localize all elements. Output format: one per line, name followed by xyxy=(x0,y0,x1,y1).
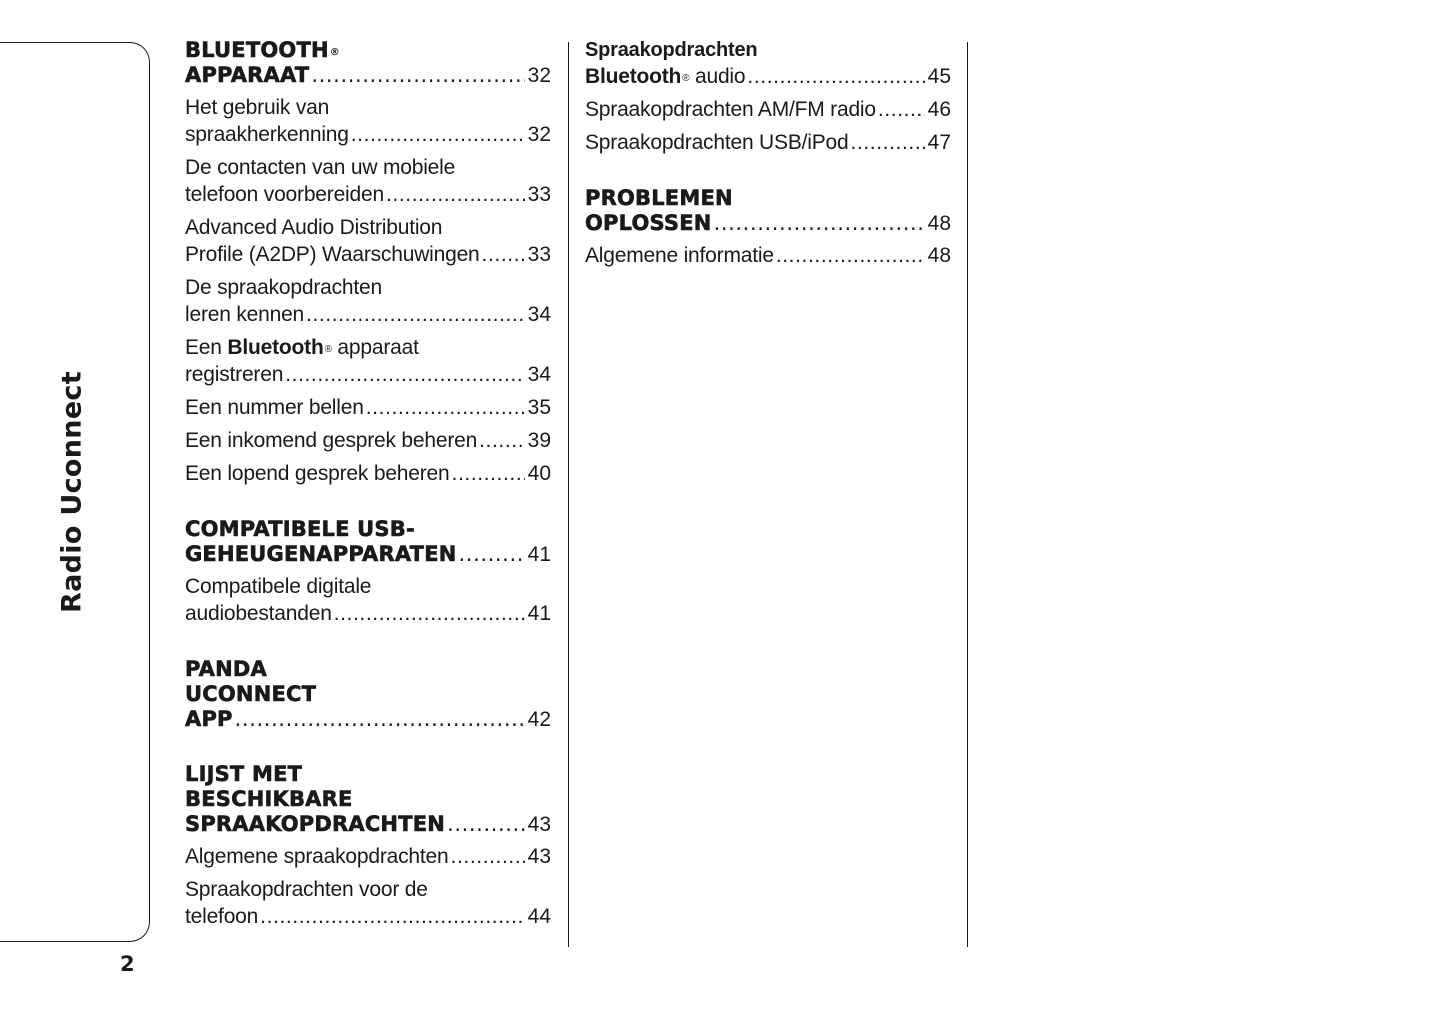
section-title-line: LIJST MET xyxy=(185,762,303,786)
page-ref: 34 xyxy=(527,363,551,386)
page-ref: 43 xyxy=(527,813,551,836)
page-ref: 33 xyxy=(527,183,551,206)
entry-text: Een lopend gesprek beheren xyxy=(185,462,450,485)
toc-entry[interactable] xyxy=(185,274,551,328)
dot-leader xyxy=(447,812,525,837)
section-title-line: APPARAAT xyxy=(185,63,310,87)
toc-entry[interactable] xyxy=(585,38,951,90)
dot-leader xyxy=(878,96,925,123)
entry-text: Een inkomend gesprek beheren xyxy=(185,429,478,452)
page-ref: 48 xyxy=(927,244,951,267)
page-ref: 35 xyxy=(527,396,551,419)
page-ref: 41 xyxy=(527,602,551,625)
dot-leader xyxy=(351,121,525,148)
page-ref: 41 xyxy=(527,543,551,566)
toc-section-usb[interactable] xyxy=(185,517,551,567)
entry-text: telefoon voorbereiden xyxy=(185,183,384,206)
dot-leader xyxy=(306,301,525,328)
dot-leader xyxy=(714,211,925,236)
toc-entry[interactable] xyxy=(585,242,951,269)
toc-entry[interactable] xyxy=(185,573,551,627)
toc-entry[interactable] xyxy=(185,460,551,487)
registered-mark: ® xyxy=(682,73,690,84)
toc-entry[interactable] xyxy=(585,129,951,156)
section-title-line: PANDA xyxy=(185,657,267,681)
entry-text: De contacten van uw mobiele xyxy=(185,156,456,179)
entry-text: registreren xyxy=(185,363,284,386)
entry-text: leren kennen xyxy=(185,303,305,326)
entry-text: Een nummer bellen xyxy=(185,396,364,419)
page-ref: 33 xyxy=(527,243,551,266)
entry-text: Het gebruik van xyxy=(185,96,330,119)
section-title-line: BLUETOOTH xyxy=(185,38,329,62)
registered-mark: ® xyxy=(324,344,332,355)
toc-entry[interactable] xyxy=(185,843,551,870)
entry-text: telefoon xyxy=(185,905,259,928)
entry-text: Advanced Audio Distribution xyxy=(185,216,443,239)
entry-text-bold: Spraakopdrachten xyxy=(585,39,758,61)
page-ref: 47 xyxy=(927,131,951,154)
entry-text: Profile (A2DP) Waarschuwingen xyxy=(185,243,480,266)
dot-leader xyxy=(482,241,525,268)
page-ref: 40 xyxy=(527,462,551,485)
page-ref: 45 xyxy=(927,65,951,88)
entry-text-bold: Bluetooth xyxy=(585,65,682,88)
column-divider xyxy=(967,42,968,947)
entry-text: audio xyxy=(689,65,746,88)
page-ref: 32 xyxy=(527,64,551,87)
section-title-line: APP xyxy=(185,707,233,731)
toc-column-right xyxy=(585,38,951,269)
entry-text-bold: Bluetooth xyxy=(227,336,324,359)
entry-text: Spraakopdrachten AM/FM radio xyxy=(585,98,876,121)
toc-entry[interactable] xyxy=(185,394,551,421)
section-title-line: SPRAAKOPDRACHTEN xyxy=(185,812,446,836)
entry-text: Algemene informatie xyxy=(585,244,774,267)
page-number: 2 xyxy=(120,952,135,976)
toc-entry[interactable] xyxy=(185,94,551,148)
dot-leader xyxy=(386,181,525,208)
section-title-line: BESCHIKBARE xyxy=(185,787,353,811)
entry-text: apparaat xyxy=(331,336,419,359)
dot-leader xyxy=(235,707,525,732)
dot-leader xyxy=(311,63,524,88)
toc-entry[interactable] xyxy=(185,427,551,454)
entry-text: Spraakopdrachten voor de xyxy=(185,878,428,901)
entry-text: audiobestanden xyxy=(185,602,332,625)
dot-leader xyxy=(479,427,525,454)
dot-leader xyxy=(776,242,925,269)
entry-text: De spraakopdrachten xyxy=(185,276,382,299)
entry-text: Een xyxy=(185,336,228,359)
dot-leader xyxy=(451,843,525,870)
dot-leader xyxy=(260,903,525,930)
section-title-line: OPLOSSEN xyxy=(585,211,712,235)
dot-leader xyxy=(366,394,525,421)
dot-leader xyxy=(459,542,525,567)
registered-mark: ® xyxy=(329,47,340,58)
entry-text: spraakherkenning xyxy=(185,123,349,146)
dot-leader xyxy=(747,63,924,90)
toc-entry[interactable] xyxy=(585,96,951,123)
entry-text: Algemene spraakopdrachten xyxy=(185,845,449,868)
toc-section-troubleshooting[interactable] xyxy=(585,186,951,236)
page-ref: 44 xyxy=(527,905,551,928)
section-title-line: PROBLEMEN xyxy=(585,186,733,210)
entry-text: Compatibele digitale xyxy=(185,575,372,598)
toc-section-panda-app[interactable] xyxy=(185,657,551,732)
dot-leader xyxy=(285,361,524,388)
page-ref: 46 xyxy=(927,98,951,121)
toc-entry[interactable] xyxy=(185,334,551,388)
page-ref: 34 xyxy=(527,303,551,326)
page-ref: 32 xyxy=(527,123,551,146)
section-title-line: GEHEUGENAPPARATEN xyxy=(185,542,457,566)
entry-text: Spraakopdrachten USB/iPod xyxy=(585,131,849,154)
toc-section-bluetooth[interactable] xyxy=(185,38,551,88)
column-divider xyxy=(568,42,569,947)
page-ref: 42 xyxy=(527,708,551,731)
section-title-line: COMPATIBELE USB- xyxy=(185,517,415,541)
page-ref: 43 xyxy=(527,845,551,868)
page-ref: 48 xyxy=(927,212,951,235)
toc-entry[interactable] xyxy=(185,154,551,208)
dot-leader xyxy=(452,460,525,487)
page-ref: 39 xyxy=(527,429,551,452)
toc-entry[interactable] xyxy=(185,214,551,268)
toc-section-voice-commands[interactable] xyxy=(185,762,551,837)
toc-column-left xyxy=(185,38,551,930)
dot-leader xyxy=(334,600,525,627)
toc-entry[interactable] xyxy=(185,876,551,930)
side-tab-label: Radio Uconnect xyxy=(56,371,88,613)
section-title-line: UCONNECT xyxy=(185,682,317,706)
dot-leader xyxy=(851,129,925,156)
